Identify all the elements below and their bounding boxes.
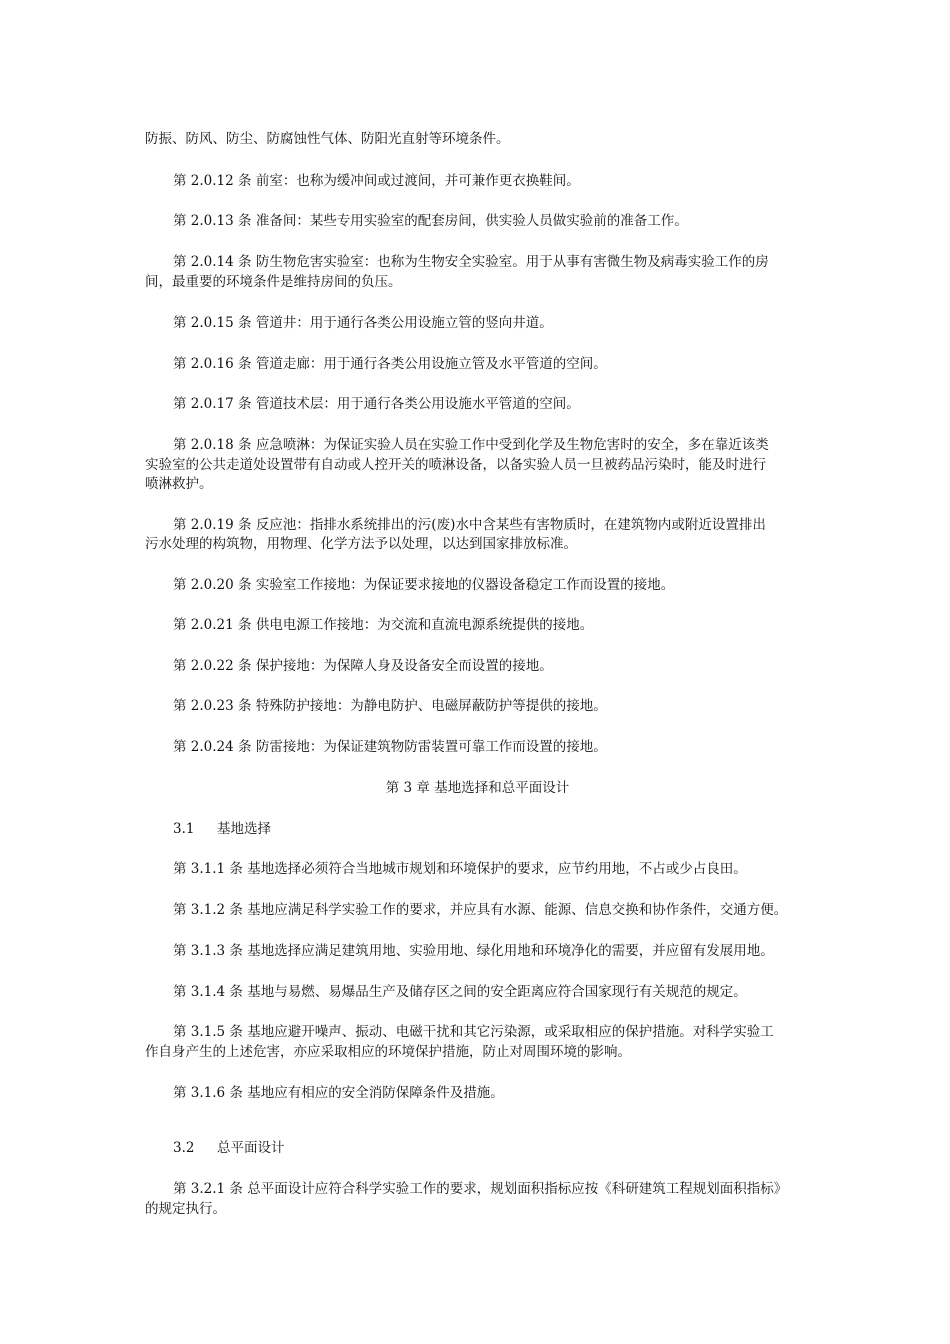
clause-2-0-22: 第 2.0.22 条 保护接地：为保障人身及设备安全而设置的接地。 <box>173 658 553 674</box>
clause-3-1-5: 第 3.1.5 条 基地应避开噪声、振动、电磁干扰和其它污染源，或采取相应的保护措施。对科学实验工 <box>173 1024 774 1040</box>
text-line: 防振、防风、防尘、防腐蚀性气体、防阳光直射等环境条件。 <box>145 131 510 147</box>
section-heading-3-1 <box>173 819 271 839</box>
clause-3-1-4: 第 3.1.4 条 基地与易燃、易爆品生产及储存区之间的安全距离应符合国家现行有关规范的规定。 <box>173 984 747 1000</box>
text-line: 污水处理的构筑物，用物理、化学方法予以处理，以达到国家排放标准。 <box>145 536 577 552</box>
clause-2-0-24: 第 2.0.24 条 防雷接地：为保证建筑物防雷装置可靠工作而设置的接地。 <box>173 739 607 755</box>
clause-3-1-1: 第 3.1.1 条 基地选择必须符合当地城市规划和环境保护的要求，应节约用地，不占或少占良田。 <box>173 861 747 877</box>
text-line: 作自身产生的上述危害，亦应采取相应的环境保护措施，防止对周围环境的影响。 <box>145 1044 631 1060</box>
clause-2-0-20: 第 2.0.20 条 实验室工作接地：为保证要求接地的仪器设备稳定工作而设置的接地。 <box>173 577 675 593</box>
clause-2-0-14: 第 2.0.14 条 防生物危害实验室：也称为生物安全实验室。用于从事有害微生物及病毒实验工作的房 <box>173 254 769 270</box>
clause-2-0-16: 第 2.0.16 条 管道走廊：用于通行各类公用设施立管及水平管道的空间。 <box>173 356 607 372</box>
section-number: 3.1 <box>173 821 195 837</box>
clause-2-0-17: 第 2.0.17 条 管道技术层：用于通行各类公用设施水平管道的空间。 <box>173 396 580 412</box>
clause-2-0-12: 第 2.0.12 条 前室：也称为缓冲间或过渡间，并可兼作更衣换鞋间。 <box>173 173 580 189</box>
clause-3-2-1: 第 3.2.1 条 总平面设计应符合科学实验工作的要求，规划面积指标应按《科研建筑工程规划面积指标》 <box>173 1181 788 1197</box>
text-line: 实验室的公共走道处设置带有自动或人控开关的喷淋设备，以备实验人员一旦被药品污染时，能及时进行 <box>145 457 766 473</box>
clause-2-0-19: 第 2.0.19 条 反应池：指排水系统排出的污(废)水中含某些有害物质时，在建筑物内或附近设置排出 <box>173 517 766 533</box>
section-title: 基地选择 <box>217 821 271 837</box>
clause-3-1-6: 第 3.1.6 条 基地应有相应的安全消防保障条件及措施。 <box>173 1085 504 1101</box>
text-line: 间，最重要的环境条件是维持房间的负压。 <box>145 274 402 290</box>
chapter-title: 第 3 章 基地选择和总平面设计 <box>385 780 570 796</box>
clause-2-0-13: 第 2.0.13 条 准备间：某些专用实验室的配套房间，供实验人员做实验前的准备工作。 <box>173 213 688 229</box>
clause-2-0-23: 第 2.0.23 条 特殊防护接地：为静电防护、电磁屏蔽防护等提供的接地。 <box>173 698 607 714</box>
text-line: 喷淋救护。 <box>145 476 213 492</box>
clause-2-0-21: 第 2.0.21 条 供电电源工作接地：为交流和直流电源系统提供的接地。 <box>173 617 594 633</box>
section-heading-3-2 <box>173 1138 285 1158</box>
clause-2-0-15: 第 2.0.15 条 管道井：用于通行各类公用设施立管的竖向井道。 <box>173 315 553 331</box>
clause-3-1-3: 第 3.1.3 条 基地选择应满足建筑用地、实验用地、绿化用地和环境净化的需要，并应留有发展用地。 <box>173 943 774 959</box>
section-title: 总平面设计 <box>217 1140 285 1156</box>
section-number: 3.2 <box>173 1140 195 1156</box>
clause-2-0-18: 第 2.0.18 条 应急喷淋：为保证实验人员在实验工作中受到化学及生物危害时的安全，多在靠近该类 <box>173 437 769 453</box>
text-line: 的规定执行。 <box>145 1201 226 1217</box>
clause-3-1-2: 第 3.1.2 条 基地应满足科学实验工作的要求，并应具有水源、能源、信息交换和协作条件，交通方便。 <box>173 902 788 918</box>
